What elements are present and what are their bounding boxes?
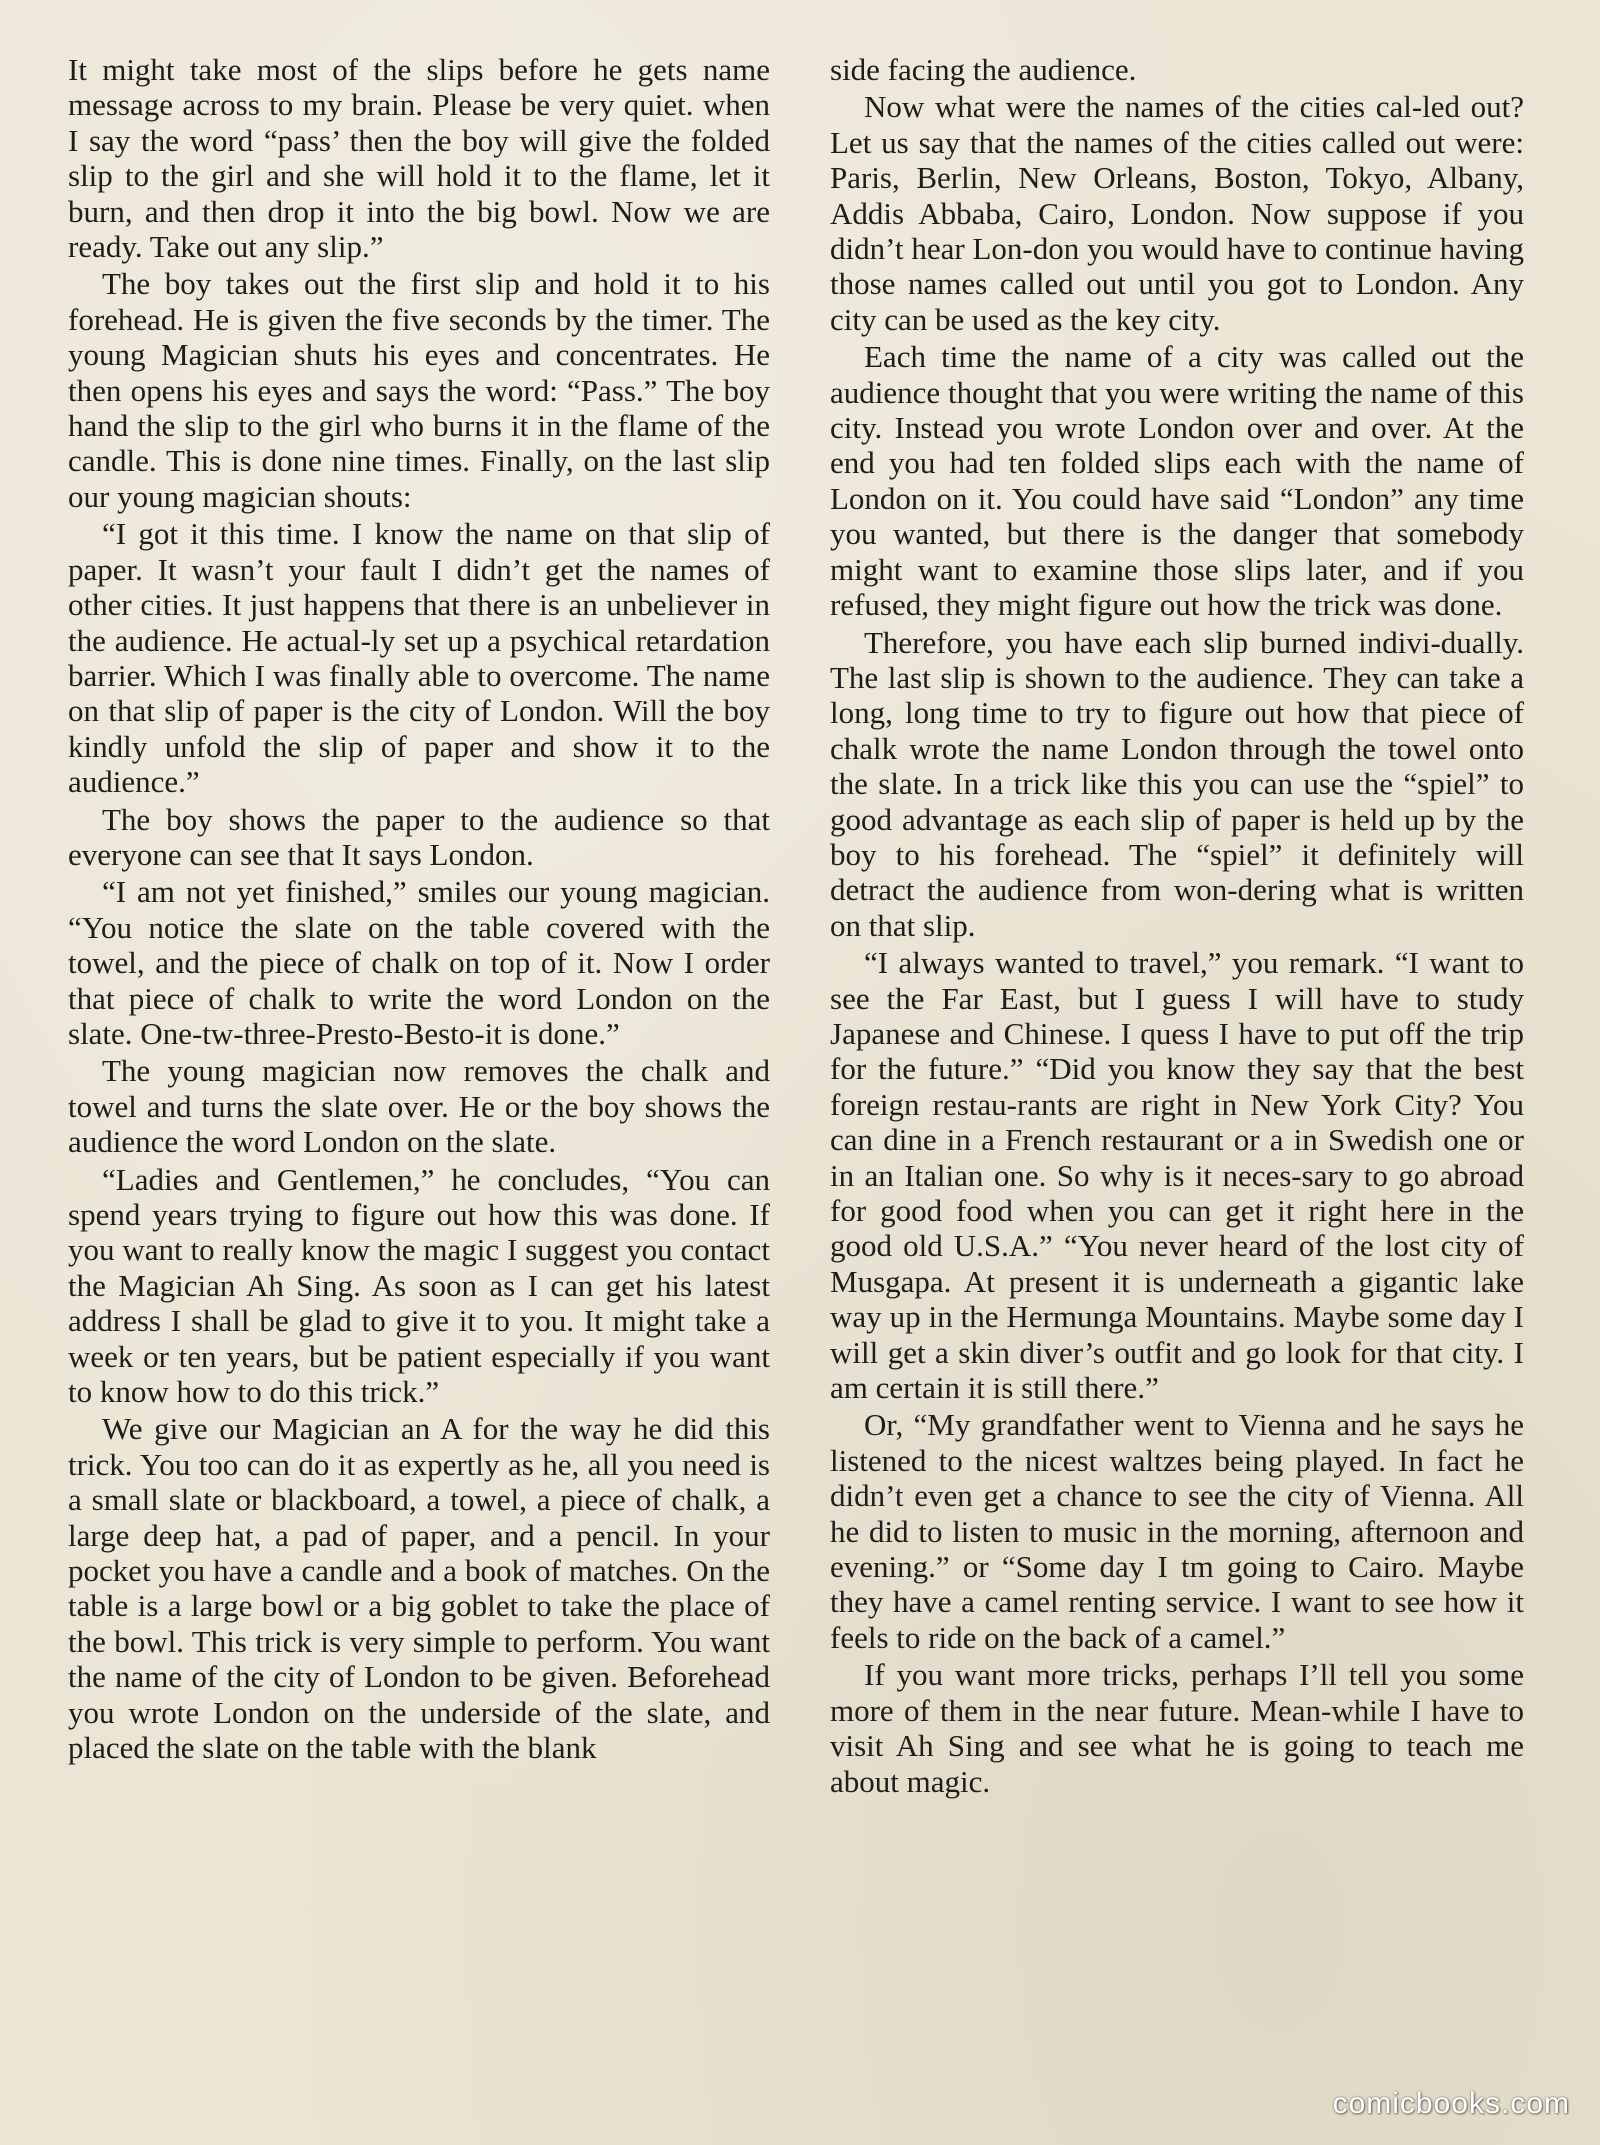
paragraph: Therefore, you have each slip burned indivi-dually. The last slip is shown to the audience. They can take a long, long time to try to figure out how that piece of chalk wrote the name London through the towel onto the slate. In a trick like this you can use the “spiel” to good advantage as each slip of paper is held up by the boy to his forehead. The “spiel” it definitely will detract the audience from won-dering what is written on that slip. (830, 624, 1524, 943)
right-text-column (830, 52, 1524, 1801)
paragraph: Or, “My grandfather went to Vienna and he says he listened to the nicest waltzes being played. In fact he didn’t even get a chance to see the city of Vienna. All he did to listen to music in the morning, afternoon and evening.” or “Some day I tm going to Cairo. Maybe they have a camel renting service. I want to see how it feels to ride on the back of a camel.” (830, 1407, 1524, 1655)
paragraph: Each time the name of a city was called out the audience thought that you were writing the name of this city. Instead you wrote London over and over. At the end you had ten folded slips each with the name of London on it. You could have said “London” any time you wanted, but there is the danger that somebody might want to examine those slips later, and if you refused, they might figure out how the trick was done. (830, 339, 1524, 623)
paragraph: If you want more tricks, perhaps I’ll tell you some more of them in the near future. Mean-while I have to visit Ah Sing and see what he is going to teach me about magic. (830, 1657, 1524, 1799)
paragraph: The boy takes out the first slip and hold it to his forehead. He is given the five seconds by the timer. The young Magician shuts his eyes and concentrates. He then opens his eyes and says the word: “Pass.” The boy hand the slip to the girl who burns it in the flame of the candle. This is done nine times. Finally, on the last slip our young magician shouts: (68, 266, 770, 514)
paragraph: “I always wanted to travel,” you remark. “I want to see the Far East, but I guess I will have to study Japanese and Chinese. I quess I have to put off the trip for the future.” “Did you know they say that the best foreign restau-rants are right in New York City? You can dine in a French restaurant or a in Swedish one or in an Italian one. So why is it neces-sary to go abroad for good food when you can get it right here in the good old U.S.A.” “You never heard of the lost city of Musgapa. At present it is underneath a gigantic lake way up in the Hermunga Mountains. Maybe some day I will get a skin diver’s outfit and go look for that city. I am certain it is still there.” (830, 945, 1524, 1406)
paragraph: “Ladies and Gentlemen,” he concludes, “You can spend years trying to figure out how this was done. If you want to really know the magic I suggest you contact the Magician Ah Sing. As soon as I can get his latest address I shall be glad to give it to you. It might take a week or ten years, but be patient especially if you want to know how to do this trick.” (68, 1161, 770, 1410)
paragraph: We give our Magician an A for the way he did this trick. You too can do it as expertly as he, all you need is a small slate or blackboard, a towel, a piece of chalk, a large deep hat, a pad of paper, and a pencil. In your pocket you have a candle and a book of matches. On the table is a large bowl or a big goblet to take the place of the bowl. This trick is very simple to perform. You want the name of the city of London to be given. Beforehead you wrote London on the underside of the slate, and placed the slate on the table with the blank (68, 1411, 770, 1766)
paragraph: It might take most of the slips before he gets name message across to my brain. Please be very quiet. when I say the word “pass’ then the boy will give the folded slip to the girl and she will hold it to the flame, let it burn, and then drop it into the big bowl. Now we are ready. Take out any slip.” (68, 52, 770, 265)
paragraph: “I got it this time. I know the name on that slip of paper. It wasn’t your fault I didn’t get the names of other cities. It just happens that there is an unbeliever in the audience. He actual-ly set up a psychical retardation barrier. Which I was finally able to overcome. The name on that slip of paper is the city of London. Will the boy kindly unfold the slip of paper and show it to the audience.” (68, 516, 770, 800)
paragraph: Now what were the names of the cities cal-led out? Let us say that the names of the cities called out were: Paris, Berlin, New Orleans, Boston, Tokyo, Albany, Addis Abbaba, Cairo, London. Now suppose if you didn’t hear Lon-don you would have to continue having those names called out until you got to London. Any city can be used as the key city. (830, 89, 1524, 337)
paragraph: “I am not yet finished,” smiles our young magician. “You notice the slate on the table covered with the towel, and the piece of chalk on top of it. Now I order that piece of chalk to write the word London on the slate. One-tw-three-Presto-Besto-it is done.” (68, 874, 770, 1051)
site-watermark: comicbooks.com (1332, 2087, 1570, 2120)
paragraph: The young magician now removes the chalk and towel and turns the slate over. He or the boy shows the audience the word London on the slate. (68, 1053, 770, 1160)
paragraph: The boy shows the paper to the audience so that everyone can see that It says London. (68, 801, 770, 872)
paragraph: side facing the audience. (830, 52, 1137, 87)
left-text-column (68, 52, 770, 1768)
